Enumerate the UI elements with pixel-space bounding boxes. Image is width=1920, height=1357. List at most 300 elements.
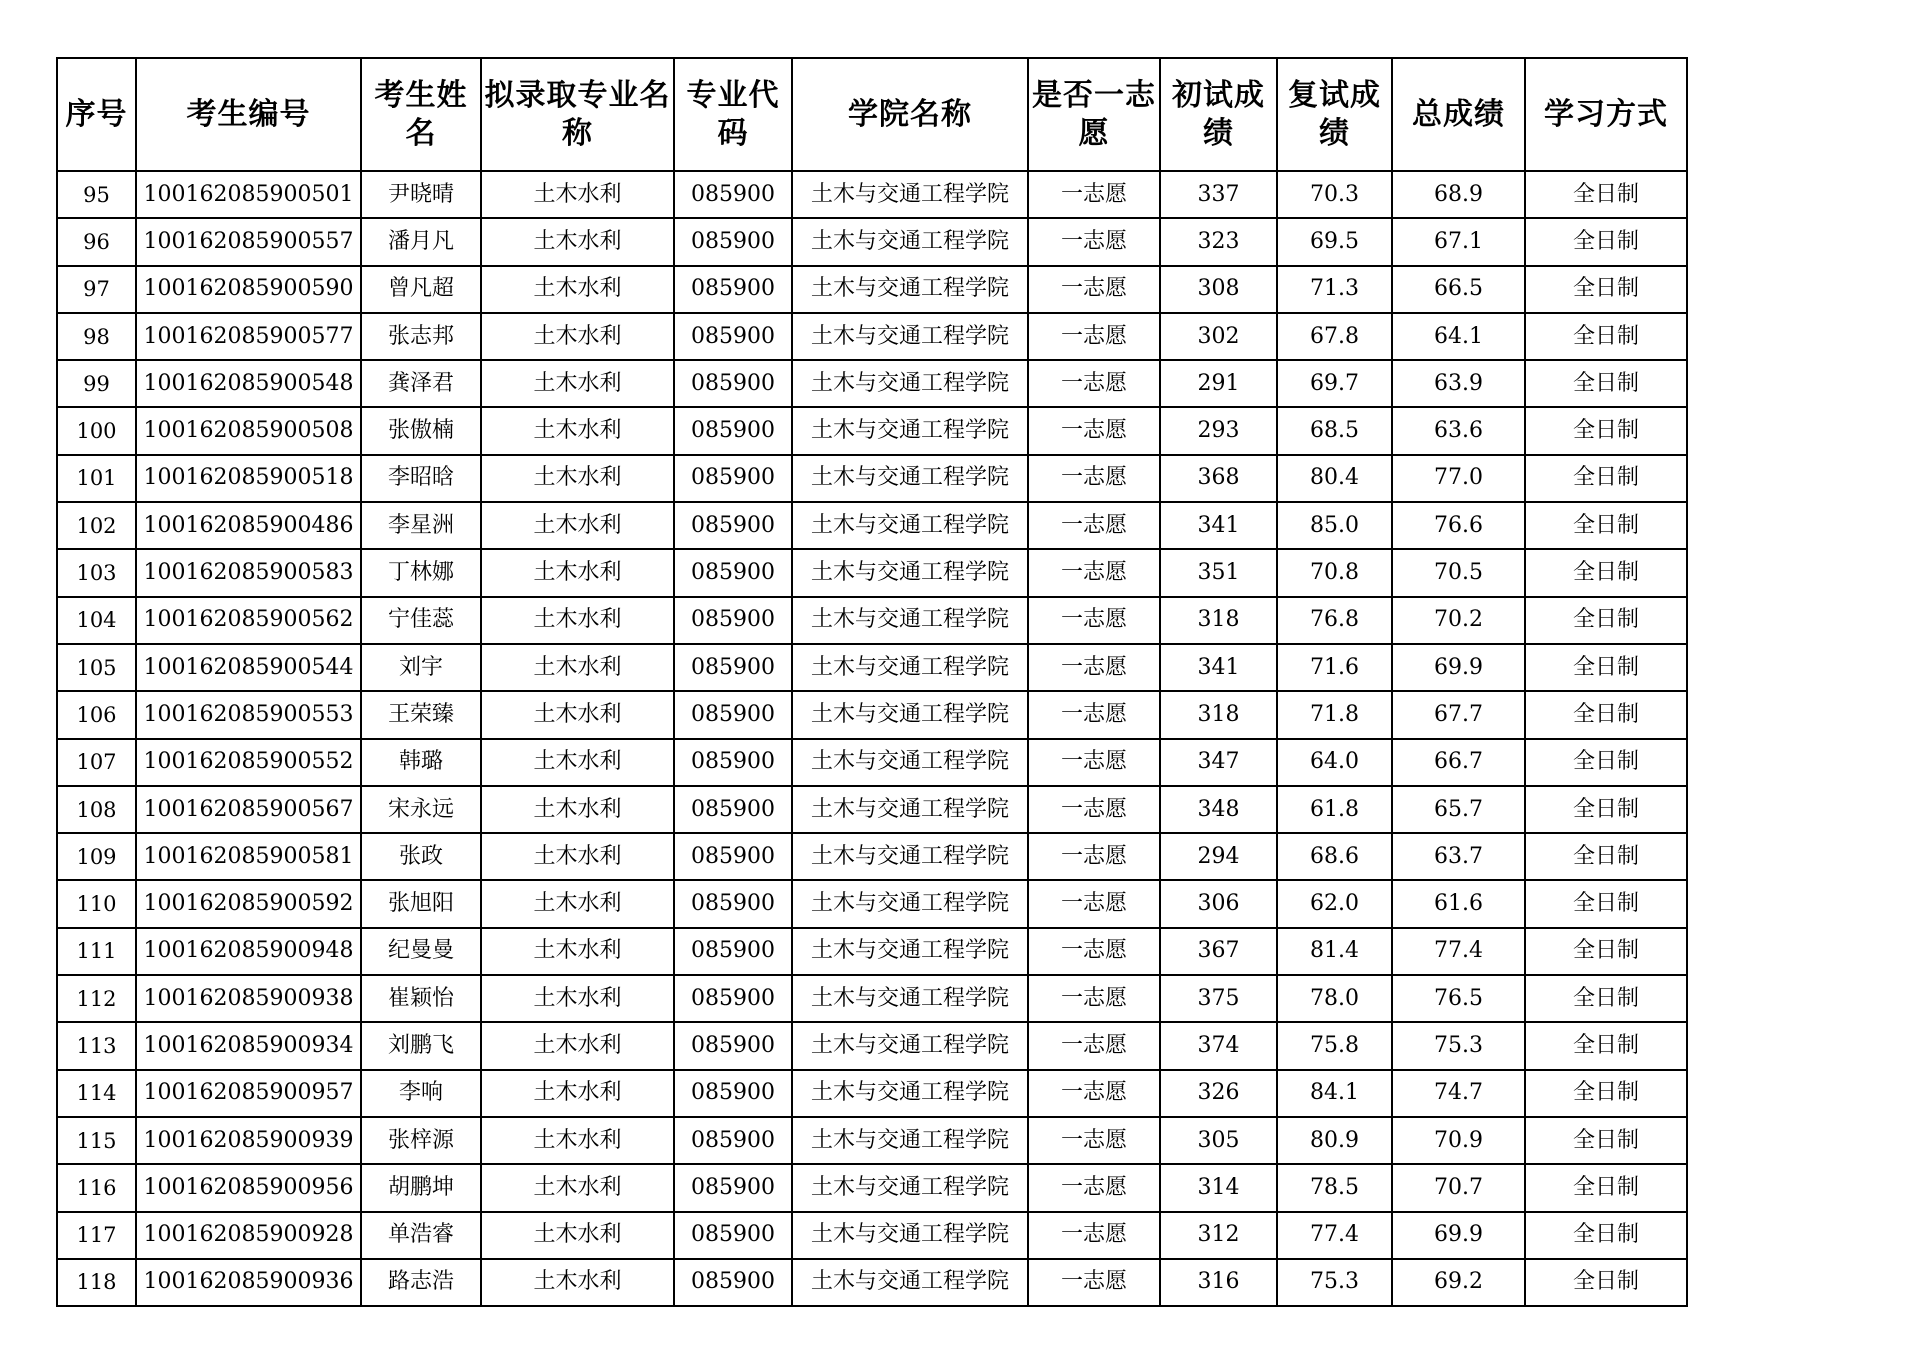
cell-major: 土木水利 [481,975,674,1022]
cell-name: 单浩睿 [361,1212,481,1259]
cell-study-mode: 全日制 [1525,502,1687,549]
cell-retest-score: 80.4 [1277,455,1392,502]
cell-exam-id: 100162085900590 [136,266,361,313]
cell-college: 土木与交通工程学院 [792,266,1028,313]
cell-major: 土木水利 [481,455,674,502]
table-row [57,502,1687,549]
cell-initial-score: 294 [1160,833,1277,880]
cell-total-score: 63.6 [1392,407,1525,454]
header-total-score: 总成绩 [1392,58,1525,171]
cell-major-code: 085900 [674,455,792,502]
cell-total-score: 75.3 [1392,1022,1525,1069]
cell-exam-id: 100162085900557 [136,218,361,265]
cell-seq: 115 [57,1117,136,1164]
cell-name: 宁佳蕊 [361,597,481,644]
cell-exam-id: 100162085900548 [136,360,361,407]
cell-initial-score: 308 [1160,266,1277,313]
cell-exam-id: 100162085900552 [136,739,361,786]
cell-seq: 113 [57,1022,136,1069]
cell-major: 土木水利 [481,928,674,975]
cell-initial-score: 341 [1160,502,1277,549]
cell-college: 土木与交通工程学院 [792,1164,1028,1211]
cell-exam-id: 100162085900938 [136,975,361,1022]
cell-total-score: 65.7 [1392,786,1525,833]
cell-retest-score: 78.5 [1277,1164,1392,1211]
cell-initial-score: 337 [1160,171,1277,218]
cell-seq: 116 [57,1164,136,1211]
cell-retest-score: 85.0 [1277,502,1392,549]
cell-retest-score: 69.5 [1277,218,1392,265]
cell-exam-id: 100162085900486 [136,502,361,549]
cell-name: 胡鹏坤 [361,1164,481,1211]
cell-college: 土木与交通工程学院 [792,1259,1028,1306]
cell-name: 龚泽君 [361,360,481,407]
cell-initial-score: 326 [1160,1070,1277,1117]
cell-first-choice: 一志愿 [1028,1212,1160,1259]
cell-seq: 106 [57,691,136,738]
cell-study-mode: 全日制 [1525,597,1687,644]
cell-total-score: 74.7 [1392,1070,1525,1117]
cell-college: 土木与交通工程学院 [792,928,1028,975]
cell-seq: 107 [57,739,136,786]
cell-exam-id: 100162085900518 [136,455,361,502]
cell-first-choice: 一志愿 [1028,880,1160,927]
cell-major-code: 085900 [674,549,792,596]
cell-college: 土木与交通工程学院 [792,360,1028,407]
cell-exam-id: 100162085900583 [136,549,361,596]
cell-college: 土木与交通工程学院 [792,1070,1028,1117]
cell-total-score: 70.9 [1392,1117,1525,1164]
cell-name: 张梓源 [361,1117,481,1164]
cell-seq: 109 [57,833,136,880]
cell-name: 尹晓晴 [361,171,481,218]
cell-seq: 105 [57,644,136,691]
cell-name: 李响 [361,1070,481,1117]
cell-seq: 95 [57,171,136,218]
cell-first-choice: 一志愿 [1028,407,1160,454]
cell-college: 土木与交通工程学院 [792,833,1028,880]
cell-name: 张志邦 [361,313,481,360]
cell-major-code: 085900 [674,1070,792,1117]
cell-initial-score: 375 [1160,975,1277,1022]
cell-initial-score: 314 [1160,1164,1277,1211]
cell-seq: 114 [57,1070,136,1117]
cell-study-mode: 全日制 [1525,691,1687,738]
cell-major-code: 085900 [674,218,792,265]
cell-initial-score: 351 [1160,549,1277,596]
cell-study-mode: 全日制 [1525,1022,1687,1069]
cell-total-score: 70.2 [1392,597,1525,644]
cell-study-mode: 全日制 [1525,833,1687,880]
cell-study-mode: 全日制 [1525,975,1687,1022]
cell-exam-id: 100162085900934 [136,1022,361,1069]
cell-major-code: 085900 [674,1212,792,1259]
header-study-mode: 学习方式 [1525,58,1687,171]
table-row [57,313,1687,360]
cell-college: 土木与交通工程学院 [792,739,1028,786]
cell-major-code: 085900 [674,975,792,1022]
cell-seq: 100 [57,407,136,454]
header-exam-id: 考生编号 [136,58,361,171]
cell-college: 土木与交通工程学院 [792,455,1028,502]
cell-study-mode: 全日制 [1525,455,1687,502]
cell-name: 张傲楠 [361,407,481,454]
cell-retest-score: 75.8 [1277,1022,1392,1069]
cell-name: 崔颖怡 [361,975,481,1022]
table-row [57,360,1687,407]
cell-major-code: 085900 [674,786,792,833]
cell-retest-score: 81.4 [1277,928,1392,975]
cell-study-mode: 全日制 [1525,786,1687,833]
cell-retest-score: 64.0 [1277,739,1392,786]
table-row [57,171,1687,218]
cell-initial-score: 368 [1160,455,1277,502]
cell-major: 土木水利 [481,549,674,596]
cell-major-code: 085900 [674,597,792,644]
cell-study-mode: 全日制 [1525,1164,1687,1211]
header-initial-score: 初试成绩 [1160,58,1277,171]
cell-study-mode: 全日制 [1525,218,1687,265]
cell-total-score: 63.9 [1392,360,1525,407]
cell-first-choice: 一志愿 [1028,171,1160,218]
cell-major: 土木水利 [481,1259,674,1306]
cell-major: 土木水利 [481,833,674,880]
cell-study-mode: 全日制 [1525,407,1687,454]
header-row [57,58,1687,171]
cell-study-mode: 全日制 [1525,1117,1687,1164]
cell-retest-score: 71.3 [1277,266,1392,313]
header-retest-score: 复试成绩 [1277,58,1392,171]
cell-total-score: 68.9 [1392,171,1525,218]
cell-retest-score: 80.9 [1277,1117,1392,1164]
cell-exam-id: 100162085900577 [136,313,361,360]
cell-study-mode: 全日制 [1525,171,1687,218]
cell-name: 张政 [361,833,481,880]
admission-table [56,57,1688,1307]
cell-major-code: 085900 [674,1259,792,1306]
cell-total-score: 76.6 [1392,502,1525,549]
cell-retest-score: 75.3 [1277,1259,1392,1306]
cell-name: 丁林娜 [361,549,481,596]
cell-major-code: 085900 [674,266,792,313]
cell-study-mode: 全日制 [1525,880,1687,927]
cell-retest-score: 70.8 [1277,549,1392,596]
cell-major-code: 085900 [674,833,792,880]
cell-major-code: 085900 [674,407,792,454]
cell-initial-score: 347 [1160,739,1277,786]
header-major-code: 专业代码 [674,58,792,171]
cell-major: 土木水利 [481,1022,674,1069]
table-row [57,644,1687,691]
cell-exam-id: 100162085900562 [136,597,361,644]
table-row [57,218,1687,265]
cell-seq: 97 [57,266,136,313]
cell-total-score: 66.5 [1392,266,1525,313]
cell-first-choice: 一志愿 [1028,691,1160,738]
cell-major-code: 085900 [674,691,792,738]
cell-total-score: 66.7 [1392,739,1525,786]
cell-seq: 108 [57,786,136,833]
cell-college: 土木与交通工程学院 [792,1212,1028,1259]
cell-study-mode: 全日制 [1525,1259,1687,1306]
table-row [57,407,1687,454]
cell-major-code: 085900 [674,1164,792,1211]
cell-retest-score: 69.7 [1277,360,1392,407]
cell-total-score: 77.4 [1392,928,1525,975]
header-first-choice: 是否一志愿 [1028,58,1160,171]
cell-name: 宋永远 [361,786,481,833]
cell-retest-score: 61.8 [1277,786,1392,833]
cell-first-choice: 一志愿 [1028,928,1160,975]
cell-name: 李星洲 [361,502,481,549]
cell-major-code: 085900 [674,171,792,218]
cell-retest-score: 71.8 [1277,691,1392,738]
cell-first-choice: 一志愿 [1028,455,1160,502]
cell-first-choice: 一志愿 [1028,1259,1160,1306]
cell-seq: 96 [57,218,136,265]
cell-major: 土木水利 [481,360,674,407]
cell-total-score: 64.1 [1392,313,1525,360]
cell-college: 土木与交通工程学院 [792,786,1028,833]
cell-college: 土木与交通工程学院 [792,171,1028,218]
cell-initial-score: 348 [1160,786,1277,833]
table-row [57,928,1687,975]
cell-major: 土木水利 [481,644,674,691]
header-name: 考生姓名 [361,58,481,171]
table-row [57,975,1687,1022]
cell-exam-id: 100162085900957 [136,1070,361,1117]
cell-total-score: 77.0 [1392,455,1525,502]
cell-exam-id: 100162085900928 [136,1212,361,1259]
cell-seq: 99 [57,360,136,407]
cell-initial-score: 293 [1160,407,1277,454]
cell-seq: 102 [57,502,136,549]
table-row [57,1259,1687,1306]
cell-study-mode: 全日制 [1525,1212,1687,1259]
header-major: 拟录取专业名称 [481,58,674,171]
cell-retest-score: 78.0 [1277,975,1392,1022]
table-row [57,597,1687,644]
cell-retest-score: 62.0 [1277,880,1392,927]
cell-retest-score: 77.4 [1277,1212,1392,1259]
cell-initial-score: 367 [1160,928,1277,975]
cell-name: 纪曼曼 [361,928,481,975]
cell-first-choice: 一志愿 [1028,360,1160,407]
table-body [57,171,1687,1306]
cell-major: 土木水利 [481,502,674,549]
cell-college: 土木与交通工程学院 [792,502,1028,549]
cell-exam-id: 100162085900948 [136,928,361,975]
cell-college: 土木与交通工程学院 [792,644,1028,691]
cell-total-score: 61.6 [1392,880,1525,927]
cell-study-mode: 全日制 [1525,549,1687,596]
cell-exam-id: 100162085900508 [136,407,361,454]
cell-exam-id: 100162085900567 [136,786,361,833]
cell-major-code: 085900 [674,880,792,927]
cell-college: 土木与交通工程学院 [792,407,1028,454]
cell-name: 张旭阳 [361,880,481,927]
cell-exam-id: 100162085900501 [136,171,361,218]
cell-initial-score: 318 [1160,691,1277,738]
table-row [57,786,1687,833]
cell-study-mode: 全日制 [1525,739,1687,786]
cell-name: 刘鹏飞 [361,1022,481,1069]
cell-major: 土木水利 [481,786,674,833]
cell-seq: 118 [57,1259,136,1306]
cell-exam-id: 100162085900936 [136,1259,361,1306]
cell-seq: 98 [57,313,136,360]
cell-initial-score: 302 [1160,313,1277,360]
cell-college: 土木与交通工程学院 [792,1022,1028,1069]
cell-major-code: 085900 [674,928,792,975]
cell-major: 土木水利 [481,1212,674,1259]
cell-major: 土木水利 [481,266,674,313]
cell-seq: 104 [57,597,136,644]
cell-major-code: 085900 [674,739,792,786]
cell-major: 土木水利 [481,1164,674,1211]
table-row [57,1164,1687,1211]
cell-name: 曾凡超 [361,266,481,313]
cell-name: 韩璐 [361,739,481,786]
cell-college: 土木与交通工程学院 [792,597,1028,644]
cell-total-score: 70.5 [1392,549,1525,596]
cell-seq: 110 [57,880,136,927]
cell-study-mode: 全日制 [1525,313,1687,360]
cell-first-choice: 一志愿 [1028,549,1160,596]
cell-exam-id: 100162085900939 [136,1117,361,1164]
table-row [57,455,1687,502]
cell-seq: 117 [57,1212,136,1259]
cell-college: 土木与交通工程学院 [792,880,1028,927]
cell-major-code: 085900 [674,313,792,360]
cell-college: 土木与交通工程学院 [792,691,1028,738]
cell-college: 土木与交通工程学院 [792,313,1028,360]
cell-retest-score: 68.5 [1277,407,1392,454]
table-row [57,1212,1687,1259]
cell-initial-score: 291 [1160,360,1277,407]
cell-first-choice: 一志愿 [1028,833,1160,880]
table-row [57,1117,1687,1164]
cell-study-mode: 全日制 [1525,360,1687,407]
cell-first-choice: 一志愿 [1028,1022,1160,1069]
cell-seq: 112 [57,975,136,1022]
cell-total-score: 63.7 [1392,833,1525,880]
cell-retest-score: 76.8 [1277,597,1392,644]
cell-study-mode: 全日制 [1525,1070,1687,1117]
cell-seq: 103 [57,549,136,596]
cell-total-score: 69.9 [1392,1212,1525,1259]
cell-seq: 101 [57,455,136,502]
cell-study-mode: 全日制 [1525,928,1687,975]
cell-initial-score: 312 [1160,1212,1277,1259]
cell-first-choice: 一志愿 [1028,786,1160,833]
cell-first-choice: 一志愿 [1028,739,1160,786]
cell-exam-id: 100162085900956 [136,1164,361,1211]
cell-initial-score: 306 [1160,880,1277,927]
cell-retest-score: 84.1 [1277,1070,1392,1117]
cell-college: 土木与交通工程学院 [792,218,1028,265]
header-college: 学院名称 [792,58,1028,171]
cell-retest-score: 67.8 [1277,313,1392,360]
cell-name: 路志浩 [361,1259,481,1306]
cell-total-score: 67.7 [1392,691,1525,738]
cell-first-choice: 一志愿 [1028,266,1160,313]
table-row [57,1022,1687,1069]
header-seq: 序号 [57,58,136,171]
cell-major: 土木水利 [481,691,674,738]
cell-name: 王荣臻 [361,691,481,738]
cell-initial-score: 318 [1160,597,1277,644]
cell-college: 土木与交通工程学院 [792,975,1028,1022]
cell-first-choice: 一志愿 [1028,502,1160,549]
cell-exam-id: 100162085900581 [136,833,361,880]
cell-initial-score: 323 [1160,218,1277,265]
cell-major: 土木水利 [481,880,674,927]
cell-major: 土木水利 [481,1117,674,1164]
cell-initial-score: 374 [1160,1022,1277,1069]
table-row [57,1070,1687,1117]
cell-first-choice: 一志愿 [1028,597,1160,644]
cell-major-code: 085900 [674,1022,792,1069]
cell-total-score: 69.9 [1392,644,1525,691]
table-row [57,739,1687,786]
cell-name: 潘月凡 [361,218,481,265]
cell-college: 土木与交通工程学院 [792,549,1028,596]
cell-exam-id: 100162085900544 [136,644,361,691]
table-row [57,833,1687,880]
cell-major: 土木水利 [481,597,674,644]
table-row [57,549,1687,596]
cell-exam-id: 100162085900553 [136,691,361,738]
cell-major-code: 085900 [674,1117,792,1164]
cell-study-mode: 全日制 [1525,266,1687,313]
cell-initial-score: 305 [1160,1117,1277,1164]
cell-retest-score: 70.3 [1277,171,1392,218]
cell-major: 土木水利 [481,1070,674,1117]
cell-major: 土木水利 [481,218,674,265]
cell-major: 土木水利 [481,171,674,218]
cell-name: 刘宇 [361,644,481,691]
table-row [57,691,1687,738]
cell-total-score: 70.7 [1392,1164,1525,1211]
cell-total-score: 67.1 [1392,218,1525,265]
cell-name: 李昭晗 [361,455,481,502]
cell-retest-score: 71.6 [1277,644,1392,691]
cell-first-choice: 一志愿 [1028,644,1160,691]
cell-total-score: 69.2 [1392,1259,1525,1306]
cell-initial-score: 341 [1160,644,1277,691]
cell-first-choice: 一志愿 [1028,218,1160,265]
cell-retest-score: 68.6 [1277,833,1392,880]
cell-first-choice: 一志愿 [1028,1117,1160,1164]
cell-initial-score: 316 [1160,1259,1277,1306]
cell-study-mode: 全日制 [1525,644,1687,691]
cell-college: 土木与交通工程学院 [792,1117,1028,1164]
cell-major-code: 085900 [674,644,792,691]
cell-major-code: 085900 [674,502,792,549]
table-header [57,58,1687,171]
cell-total-score: 76.5 [1392,975,1525,1022]
cell-seq: 111 [57,928,136,975]
cell-major-code: 085900 [674,360,792,407]
cell-first-choice: 一志愿 [1028,1164,1160,1211]
cell-major: 土木水利 [481,739,674,786]
table-row [57,880,1687,927]
cell-first-choice: 一志愿 [1028,1070,1160,1117]
table-row [57,266,1687,313]
cell-major: 土木水利 [481,313,674,360]
cell-first-choice: 一志愿 [1028,975,1160,1022]
